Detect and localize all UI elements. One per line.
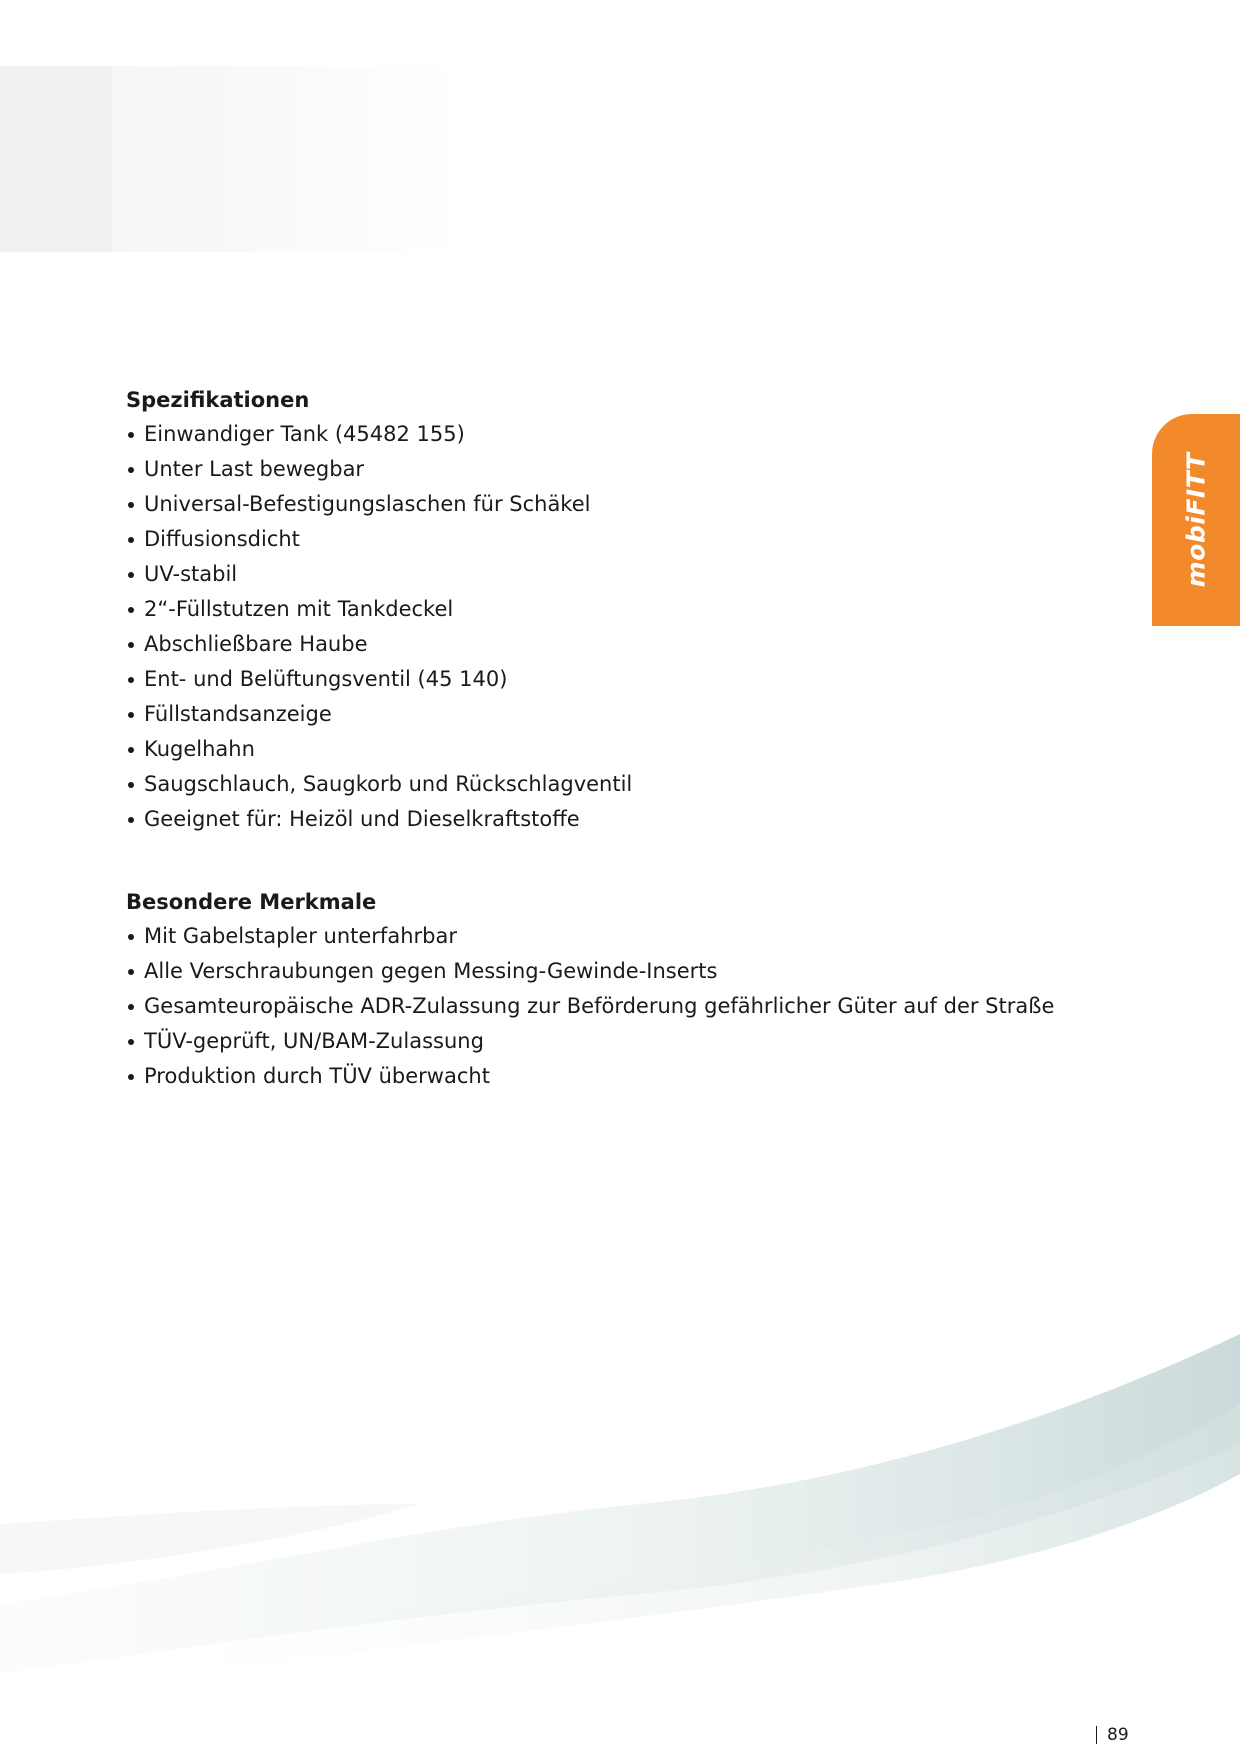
- list-item: Universal-Befestigungslaschen für Schäkel: [126, 487, 1106, 522]
- list-item: Produktion durch TÜV überwacht: [126, 1059, 1106, 1094]
- list-item: Kugelhahn: [126, 732, 1106, 767]
- list-item: Mit Gabelstapler unterfahrbar: [126, 919, 1106, 954]
- list-item: Saugschlauch, Saugkorb und Rückschlagventil: [126, 767, 1106, 802]
- list-item: Alle Verschraubungen gegen Messing-Gewinde-Inserts: [126, 954, 1106, 989]
- list-item: Einwandiger Tank (45482 155): [126, 417, 1106, 452]
- features-heading: Besondere Merkmale: [126, 890, 377, 914]
- list-item: 2“-Füllstutzen mit Tankdeckel: [126, 592, 1106, 627]
- section-spacer: [126, 837, 1106, 885]
- list-item: Gesamteuropäische ADR-Zulassung zur Beförderung gefährlicher Güter auf der Straße: [126, 989, 1106, 1024]
- features-list: [126, 919, 1106, 1094]
- list-item: TÜV-geprüft, UN/BAM-Zulassung: [126, 1024, 1106, 1059]
- water-wave-graphic: [0, 1274, 1240, 1754]
- list-item: Geeignet für: Heizöl und Dieselkraftstoffe: [126, 802, 1106, 837]
- list-item: Abschließbare Haube: [126, 627, 1106, 662]
- list-item: Ent- und Belüftungsventil (45 140): [126, 662, 1106, 697]
- list-item: Füllstandsanzeige: [126, 697, 1106, 732]
- list-item: UV-stabil: [126, 557, 1106, 592]
- background-shade-inner: [0, 66, 112, 252]
- specifications-list: [126, 417, 1106, 837]
- document-content: [126, 383, 1106, 1094]
- list-item: Diffusionsdicht: [126, 522, 1106, 557]
- page-number: 89: [1096, 1726, 1129, 1744]
- section-tab[interactable]: [1152, 414, 1240, 626]
- section-tab-label: mobiFITT: [1181, 452, 1211, 588]
- specifications-heading: Spezifikationen: [126, 388, 310, 412]
- list-item: Unter Last bewegbar: [126, 452, 1106, 487]
